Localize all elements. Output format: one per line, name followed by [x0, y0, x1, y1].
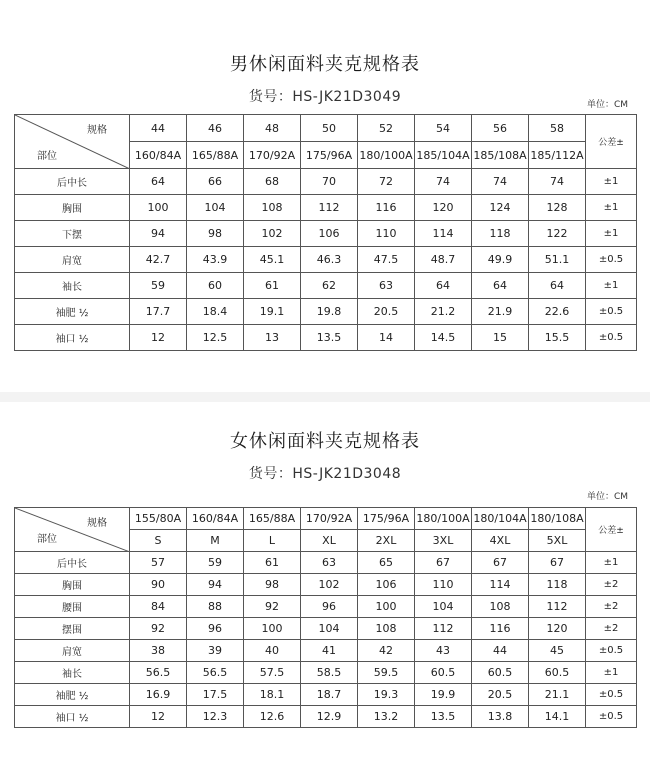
header-height-cell: 165/88A [244, 508, 301, 530]
value-cell: 128 [529, 195, 586, 221]
tolerance-cell: ±0.5 [586, 247, 637, 273]
row-label: 胸围 [15, 195, 130, 221]
value-cell: 19.8 [301, 299, 358, 325]
value-cell: 60.5 [472, 662, 529, 684]
women-spec-title: 女休闲面料夹克规格表 [230, 431, 420, 452]
tolerance-cell: ±1 [586, 662, 637, 684]
header-height-cell: 185/104A [415, 142, 472, 169]
women-product-code: 货号：HS-JK21D3048 [248, 466, 402, 482]
tolerance-cell: ±1 [586, 552, 637, 574]
table-row [15, 325, 637, 351]
value-cell: 118 [472, 221, 529, 247]
value-cell: 41 [301, 640, 358, 662]
value-cell: 92 [130, 618, 187, 640]
value-cell: 38 [130, 640, 187, 662]
value-cell: 43.9 [187, 247, 244, 273]
women-spec-section [0, 427, 650, 483]
row-label: 袖口 ½ [15, 325, 130, 351]
table-row [15, 221, 637, 247]
value-cell: 112 [415, 618, 472, 640]
men-spec-section [0, 50, 650, 106]
header-size-cell: 56 [472, 115, 529, 142]
value-cell: 21.1 [529, 684, 586, 706]
value-cell: 68 [244, 169, 301, 195]
header-size-cell: S [130, 530, 187, 552]
tolerance-cell: ±0.5 [586, 684, 637, 706]
value-cell: 16.9 [130, 684, 187, 706]
value-cell: 19.3 [358, 684, 415, 706]
header-size-cell: 4XL [472, 530, 529, 552]
value-cell: 18.7 [301, 684, 358, 706]
value-cell: 17.7 [130, 299, 187, 325]
tolerance-header: 公差± [586, 508, 637, 552]
value-cell: 12 [130, 325, 187, 351]
value-cell: 108 [472, 596, 529, 618]
size-part-header [15, 508, 130, 552]
value-cell: 59 [130, 273, 187, 299]
men-product-code: 货号：HS-JK21D3049 [248, 89, 402, 105]
value-cell: 114 [472, 574, 529, 596]
value-cell: 102 [301, 574, 358, 596]
table-row [15, 273, 637, 299]
row-label: 肩宽 [15, 247, 130, 273]
header-size-cell: 58 [529, 115, 586, 142]
value-cell: 15 [472, 325, 529, 351]
value-cell: 14.1 [529, 706, 586, 728]
row-label: 下摆 [15, 221, 130, 247]
value-cell: 67 [472, 552, 529, 574]
table-row [15, 640, 637, 662]
value-cell: 108 [244, 195, 301, 221]
value-cell: 70 [301, 169, 358, 195]
value-cell: 14.5 [415, 325, 472, 351]
header-size-cell: 46 [187, 115, 244, 142]
value-cell: 72 [358, 169, 415, 195]
diagonal-divider [15, 508, 130, 552]
value-cell: 40 [244, 640, 301, 662]
value-cell: 43 [415, 640, 472, 662]
diagonal-divider [15, 115, 130, 169]
header-size-cell: 54 [415, 115, 472, 142]
tolerance-cell: ±1 [586, 221, 637, 247]
value-cell: 61 [244, 552, 301, 574]
value-cell: 66 [187, 169, 244, 195]
value-cell: 57.5 [244, 662, 301, 684]
value-cell: 14 [358, 325, 415, 351]
value-cell: 108 [358, 618, 415, 640]
header-height-cell: 165/88A [187, 142, 244, 169]
value-cell: 100 [244, 618, 301, 640]
header-size-cell: 44 [130, 115, 187, 142]
header-size-cell: 3XL [415, 530, 472, 552]
value-cell: 96 [301, 596, 358, 618]
header-size-label: 规格 [87, 518, 107, 529]
header-height-cell: 160/84A [130, 142, 187, 169]
value-cell: 116 [472, 618, 529, 640]
header-part-label: 部位 [37, 534, 57, 545]
value-cell: 44 [472, 640, 529, 662]
table-row [15, 169, 637, 195]
value-cell: 46.3 [301, 247, 358, 273]
value-cell: 60.5 [529, 662, 586, 684]
row-label: 袖肥 ½ [15, 684, 130, 706]
row-label: 腰围 [15, 596, 130, 618]
value-cell: 124 [472, 195, 529, 221]
table-row [15, 299, 637, 325]
header-height-cell: 180/108A [529, 508, 586, 530]
value-cell: 100 [358, 596, 415, 618]
value-cell: 110 [358, 221, 415, 247]
value-cell: 104 [415, 596, 472, 618]
value-cell: 39 [187, 640, 244, 662]
tolerance-cell: ±1 [586, 195, 637, 221]
value-cell: 120 [415, 195, 472, 221]
value-cell: 59.5 [358, 662, 415, 684]
value-cell: 13.2 [358, 706, 415, 728]
value-cell: 104 [187, 195, 244, 221]
men-spec-title: 男休闲面料夹克规格表 [230, 54, 420, 75]
header-row [15, 115, 637, 142]
header-size-cell: 5XL [529, 530, 586, 552]
header-size-label: 规格 [87, 125, 107, 136]
women-unit-label: 单位：CM [586, 492, 628, 502]
value-cell: 12.3 [187, 706, 244, 728]
value-cell: 62 [301, 273, 358, 299]
header-part-label: 部位 [37, 151, 57, 162]
value-cell: 96 [187, 618, 244, 640]
value-cell: 120 [529, 618, 586, 640]
value-cell: 56.5 [130, 662, 187, 684]
value-cell: 64 [130, 169, 187, 195]
value-cell: 114 [415, 221, 472, 247]
value-cell: 112 [529, 596, 586, 618]
value-cell: 74 [529, 169, 586, 195]
value-cell: 67 [415, 552, 472, 574]
value-cell: 18.1 [244, 684, 301, 706]
header-size-cell: 50 [301, 115, 358, 142]
value-cell: 92 [244, 596, 301, 618]
value-cell: 21.2 [415, 299, 472, 325]
value-cell: 102 [244, 221, 301, 247]
value-cell: 13.8 [472, 706, 529, 728]
row-label: 后中长 [15, 552, 130, 574]
value-cell: 118 [529, 574, 586, 596]
tolerance-header: 公差± [586, 115, 637, 169]
header-height-cell: 175/96A [358, 508, 415, 530]
value-cell: 61 [244, 273, 301, 299]
value-cell: 19.9 [415, 684, 472, 706]
header-height-cell: 185/112A [529, 142, 586, 169]
tolerance-cell: ±2 [586, 574, 637, 596]
row-label: 摆围 [15, 618, 130, 640]
row-label: 袖口 ½ [15, 706, 130, 728]
value-cell: 20.5 [472, 684, 529, 706]
table-row [15, 195, 637, 221]
value-cell: 64 [472, 273, 529, 299]
value-cell: 12.9 [301, 706, 358, 728]
header-size-cell: M [187, 530, 244, 552]
top-blank-area [0, 0, 650, 36]
table-row [15, 684, 637, 706]
value-cell: 17.5 [187, 684, 244, 706]
value-cell: 63 [301, 552, 358, 574]
value-cell: 19.1 [244, 299, 301, 325]
tolerance-cell: ±0.5 [586, 640, 637, 662]
value-cell: 122 [529, 221, 586, 247]
value-cell: 20.5 [358, 299, 415, 325]
header-height-cell: 155/80A [130, 508, 187, 530]
value-cell: 15.5 [529, 325, 586, 351]
row-label: 胸围 [15, 574, 130, 596]
value-cell: 51.1 [529, 247, 586, 273]
value-cell: 12.6 [244, 706, 301, 728]
size-part-header [15, 115, 130, 169]
value-cell: 42.7 [130, 247, 187, 273]
women-spec-table [14, 507, 637, 728]
value-cell: 74 [472, 169, 529, 195]
value-cell: 106 [301, 221, 358, 247]
tolerance-cell: ±2 [586, 618, 637, 640]
value-cell: 59 [187, 552, 244, 574]
header-height-cell: 185/108A [472, 142, 529, 169]
value-cell: 58.5 [301, 662, 358, 684]
value-cell: 98 [244, 574, 301, 596]
table-row [15, 552, 637, 574]
header-row [15, 508, 637, 530]
value-cell: 110 [415, 574, 472, 596]
table-row [15, 618, 637, 640]
value-cell: 67 [529, 552, 586, 574]
value-cell: 12 [130, 706, 187, 728]
row-label: 后中长 [15, 169, 130, 195]
header-height-cell: 170/92A [244, 142, 301, 169]
value-cell: 56.5 [187, 662, 244, 684]
value-cell: 116 [358, 195, 415, 221]
row-label: 肩宽 [15, 640, 130, 662]
table-row [15, 596, 637, 618]
value-cell: 22.6 [529, 299, 586, 325]
header-size-cell: 2XL [358, 530, 415, 552]
value-cell: 90 [130, 574, 187, 596]
value-cell: 48.7 [415, 247, 472, 273]
header-height-cell: 180/100A [415, 508, 472, 530]
value-cell: 13 [244, 325, 301, 351]
table-row [15, 662, 637, 684]
value-cell: 106 [358, 574, 415, 596]
value-cell: 84 [130, 596, 187, 618]
value-cell: 63 [358, 273, 415, 299]
row-label: 袖长 [15, 662, 130, 684]
tolerance-cell: ±1 [586, 273, 637, 299]
header-height-cell: 175/96A [301, 142, 358, 169]
value-cell: 100 [130, 195, 187, 221]
header-size-cell: L [244, 530, 301, 552]
value-cell: 64 [415, 273, 472, 299]
value-cell: 13.5 [415, 706, 472, 728]
value-cell: 64 [529, 273, 586, 299]
row-label: 袖长 [15, 273, 130, 299]
value-cell: 60 [187, 273, 244, 299]
header-size-cell: 48 [244, 115, 301, 142]
value-cell: 45.1 [244, 247, 301, 273]
value-cell: 60.5 [415, 662, 472, 684]
header-size-cell: XL [301, 530, 358, 552]
value-cell: 98 [187, 221, 244, 247]
value-cell: 88 [187, 596, 244, 618]
value-cell: 57 [130, 552, 187, 574]
value-cell: 45 [529, 640, 586, 662]
header-height-cell: 170/92A [301, 508, 358, 530]
men-spec-table [14, 114, 637, 351]
value-cell: 94 [130, 221, 187, 247]
table-row [15, 247, 637, 273]
value-cell: 21.9 [472, 299, 529, 325]
header-height-cell: 180/104A [472, 508, 529, 530]
section-divider [0, 392, 650, 402]
value-cell: 49.9 [472, 247, 529, 273]
value-cell: 74 [415, 169, 472, 195]
value-cell: 94 [187, 574, 244, 596]
value-cell: 104 [301, 618, 358, 640]
header-size-cell: 52 [358, 115, 415, 142]
tolerance-cell: ±2 [586, 596, 637, 618]
row-label: 袖肥 ½ [15, 299, 130, 325]
men-unit-label: 单位：CM [586, 100, 628, 110]
tolerance-cell: ±0.5 [586, 299, 637, 325]
tolerance-cell: ±1 [586, 169, 637, 195]
value-cell: 13.5 [301, 325, 358, 351]
header-height-cell: 160/84A [187, 508, 244, 530]
header-height-cell: 180/100A [358, 142, 415, 169]
value-cell: 65 [358, 552, 415, 574]
table-row [15, 574, 637, 596]
tolerance-cell: ±0.5 [586, 325, 637, 351]
value-cell: 42 [358, 640, 415, 662]
table-row [15, 706, 637, 728]
value-cell: 18.4 [187, 299, 244, 325]
tolerance-cell: ±0.5 [586, 706, 637, 728]
value-cell: 12.5 [187, 325, 244, 351]
value-cell: 112 [301, 195, 358, 221]
value-cell: 47.5 [358, 247, 415, 273]
